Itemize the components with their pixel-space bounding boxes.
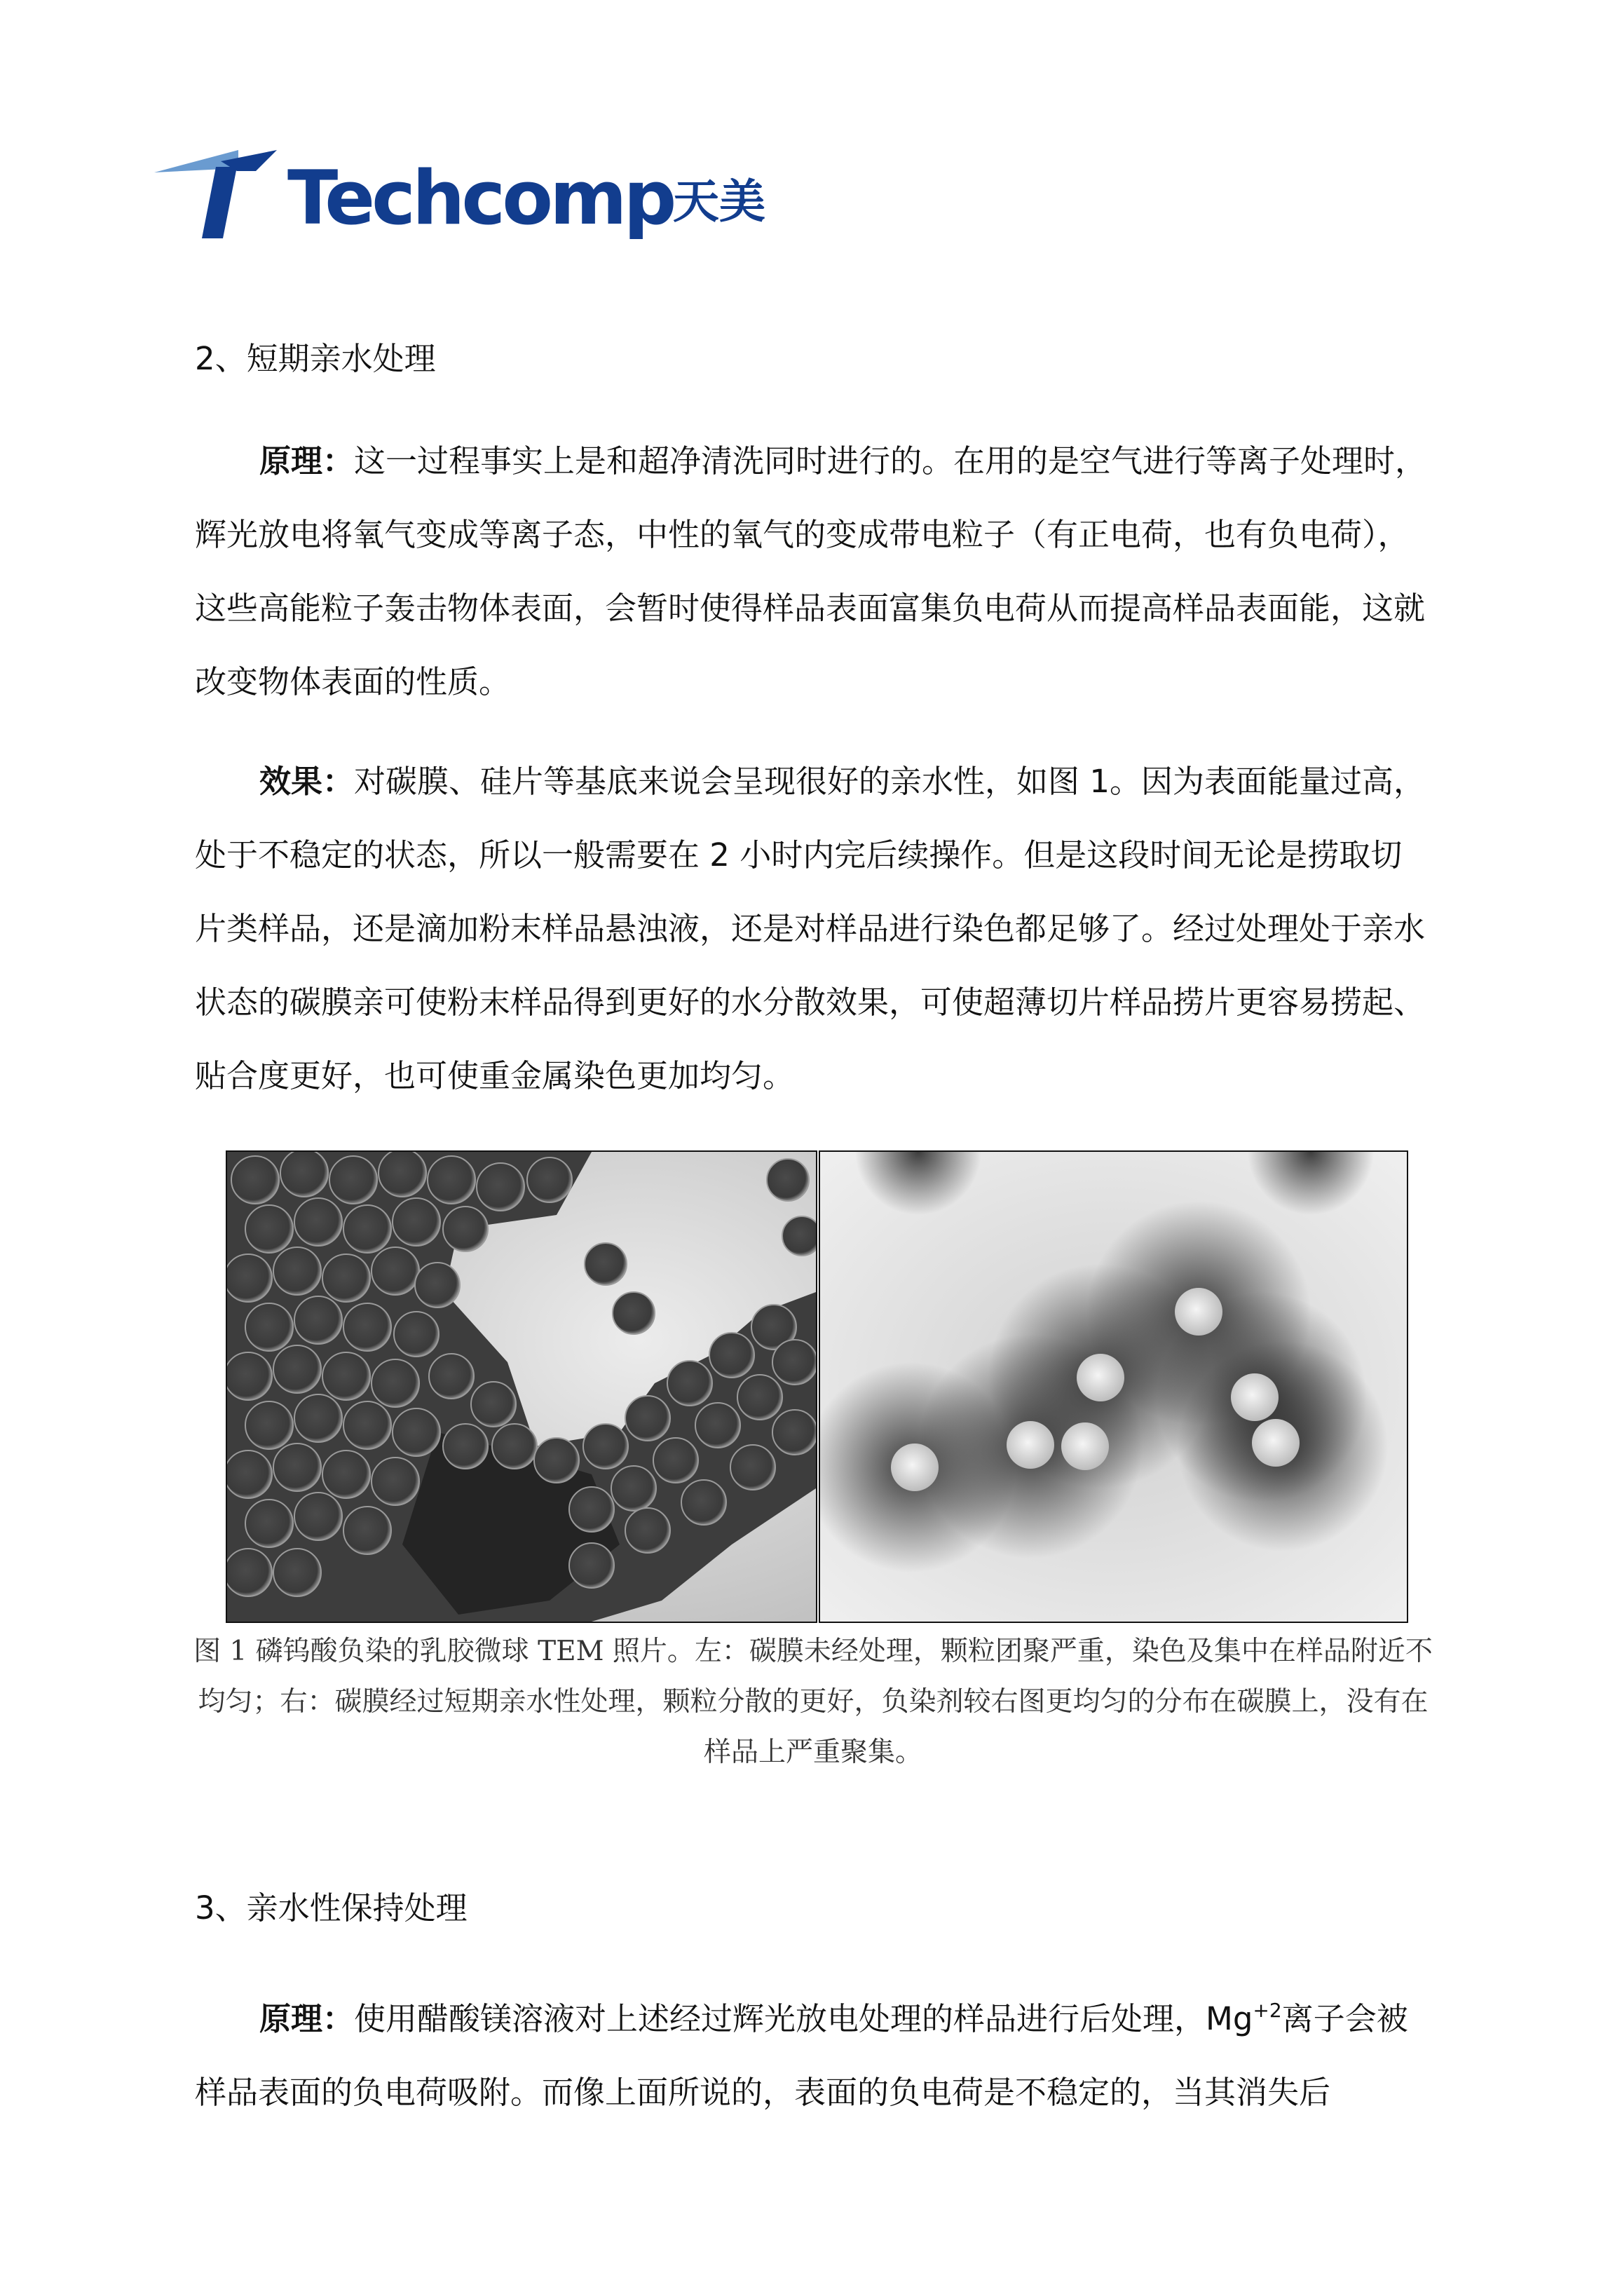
section-2-principle-paragraph	[195, 424, 1429, 719]
principle-label: 原理：	[259, 442, 355, 480]
tem-photo-right	[819, 1150, 1408, 1623]
section-2-heading: 2、短期亲水处理	[195, 340, 436, 377]
section-3-principle-text-b: 离子会被样品表面的负电荷吸附。而像上面所说的，表面的负电荷是不稳定的，当其消失后	[195, 2000, 1408, 2111]
section-2-effect-paragraph	[195, 745, 1429, 1113]
effect-text: 对碳膜、硅片等基底来说会呈现很好的亲水性，如图 1。因为表面能量过高，处于不稳定的状态，所以一般需要在 2 小时内完后续操作。但是这段时间无论是捞取切片类样品，还是滴加粉末样品悬浊液，还是对样品进行染色都足够了。经过处理处于亲水状态的碳膜亲可使粉末样品得到更好的水分散效果，可使超薄切片样品捞片更容易捞起、贴合度更好，也可使重金属染色更加均匀。	[195, 763, 1426, 1094]
techcomp-logo-mark	[154, 147, 294, 245]
section-3-heading: 3、亲水性保持处理	[195, 1889, 468, 1927]
brand-name-cn: 天美	[673, 175, 765, 229]
tem-figure	[226, 1150, 1408, 1623]
magnesium-charge: +2	[1253, 1999, 1282, 2022]
brand-name: Techcomp	[287, 155, 674, 241]
figure-caption: 图 1 磷钨酸负染的乳胶微球 TEM 照片。左：碳膜未经处理，颗粒团聚严重，染色及集中在样品附近不均匀；右：碳膜经过短期亲水性处理，颗粒分散的更好，负染剂较右图更均匀的分布在碳膜上，没有在样品上严重聚集。	[193, 1636, 1433, 1768]
techcomp-logo	[154, 147, 785, 245]
section-3-principle-text-a: 使用醋酸镁溶液对上述经过辉光放电处理的样品进行后处理，Mg	[354, 2000, 1253, 2037]
principle-text: 这一过程事实上是和超净清洗同时进行的。在用的是空气进行等离子处理时，辉光放电将氧气变成等离子态，中性的氧气的变成带电粒子（有正电荷，也有负电荷），这些高能粒子轰击物体表面，会暂时使得样品表面富集负电荷从而提高样品表面能，这就改变物体表面的性质。	[195, 442, 1427, 700]
section-3-principle-label: 原理：	[259, 2000, 355, 2037]
section-3-principle-paragraph	[195, 1974, 1429, 2129]
tem-photo-left	[226, 1150, 817, 1623]
effect-label: 效果：	[259, 763, 355, 800]
